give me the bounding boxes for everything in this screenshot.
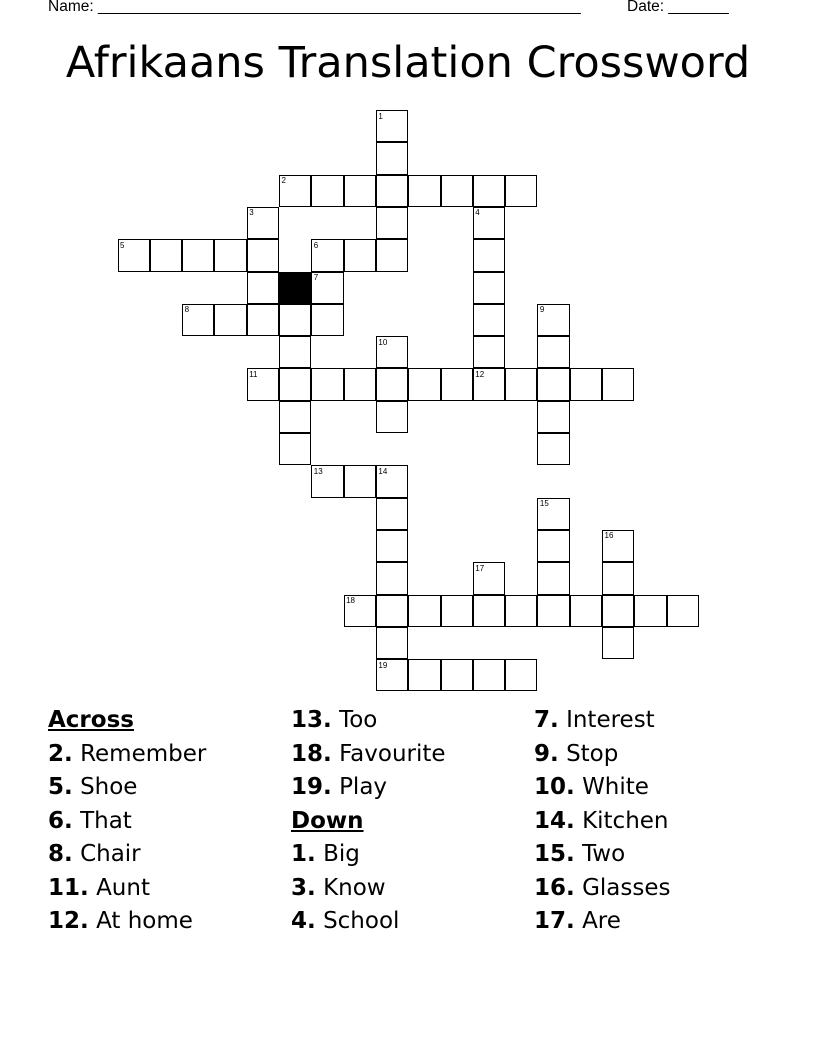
- clue-number-10: 10: [378, 337, 388, 347]
- grid-cell[interactable]: [537, 336, 569, 368]
- grid-cell[interactable]: [376, 142, 408, 174]
- grid-cell[interactable]: [570, 368, 602, 400]
- grid-cell[interactable]: [537, 595, 569, 627]
- grid-cell[interactable]: [473, 175, 505, 207]
- clue-number-18: 18: [346, 596, 355, 605]
- grid-cell[interactable]: [279, 304, 311, 336]
- clue-across-2: 2. Remember: [48, 740, 207, 767]
- grid-cell[interactable]: [247, 239, 279, 271]
- grid-cell[interactable]: [279, 433, 311, 465]
- grid-cell[interactable]: [344, 175, 376, 207]
- grid-cell[interactable]: [537, 401, 569, 433]
- clue-column-2: [291, 704, 446, 939]
- clue-number-2: 2: [281, 176, 286, 186]
- grid-cell[interactable]: [602, 368, 634, 400]
- grid-cell[interactable]: [311, 175, 343, 207]
- grid-cell[interactable]: [570, 595, 602, 627]
- grid-cell[interactable]: [408, 659, 440, 691]
- clue-number-4: 4: [475, 208, 480, 218]
- grid-cell[interactable]: [182, 239, 214, 271]
- clue-number-15: 15: [539, 499, 549, 509]
- down-heading: Down: [291, 807, 364, 834]
- clue-number-7: 7: [313, 273, 319, 282]
- clue-down-9: 9. Stop: [534, 740, 619, 767]
- grid-cell[interactable]: [602, 562, 634, 594]
- grid-cell[interactable]: [634, 595, 666, 627]
- grid-cell[interactable]: [537, 433, 569, 465]
- grid-cell[interactable]: [473, 272, 505, 304]
- grid-cell[interactable]: [311, 368, 343, 400]
- across-heading: Across: [48, 707, 134, 733]
- clue-number-13: 13: [313, 466, 323, 476]
- clue-across-18: 18. Favourite: [291, 740, 446, 767]
- clue-across-8: 8. Chair: [48, 841, 141, 867]
- grid-cell[interactable]: [473, 336, 505, 368]
- grid-cell[interactable]: [344, 465, 376, 497]
- grid-cell[interactable]: [408, 175, 440, 207]
- grid-cell[interactable]: [247, 304, 279, 336]
- grid-cell[interactable]: [473, 659, 505, 691]
- grid-cell[interactable]: [376, 498, 408, 530]
- grid-cell[interactable]: [376, 530, 408, 562]
- grid-cell[interactable]: [247, 272, 279, 304]
- name-field-label: Name: ________________________________________________________: [48, 0, 581, 15]
- grid-cell[interactable]: [150, 239, 182, 271]
- grid-cell[interactable]: [408, 595, 440, 627]
- grid-cell[interactable]: [537, 530, 569, 562]
- clue-down-3: 3. Know: [291, 874, 386, 901]
- grid-cell[interactable]: [311, 304, 343, 336]
- grid-cell[interactable]: [441, 368, 473, 400]
- grid-cell[interactable]: [279, 401, 311, 433]
- clue-down-16: 16. Glasses: [534, 874, 671, 901]
- clue-number-8: 8: [184, 305, 190, 315]
- clue-across-19: 19. Play: [291, 774, 388, 800]
- clue-across-11: 11. Aunt: [48, 874, 150, 901]
- grid-cell[interactable]: [505, 368, 537, 400]
- clue-number-16: 16: [604, 531, 614, 541]
- clue-down-7: 7. Interest: [534, 707, 655, 733]
- clue-down-17: 17. Are: [534, 908, 621, 934]
- clue-down-15: 15. Two: [534, 841, 626, 867]
- grid-cell[interactable]: [408, 368, 440, 400]
- grid-cell[interactable]: [473, 595, 505, 627]
- grid-cell[interactable]: [602, 627, 634, 659]
- grid-cell[interactable]: [441, 595, 473, 627]
- grid-cell-black: [279, 272, 311, 304]
- clue-number-1: 1: [378, 111, 383, 121]
- clue-number-5: 5: [120, 240, 125, 250]
- grid-cell[interactable]: [441, 659, 473, 691]
- grid-cell[interactable]: [376, 562, 408, 594]
- grid-cell[interactable]: [667, 595, 699, 627]
- clue-number-11: 11: [249, 369, 258, 379]
- page-title: Afrikaans Translation Crossword: [65, 38, 751, 88]
- clue-across-13: 13. Too: [291, 707, 378, 733]
- clue-down-1: 1. Big: [291, 841, 360, 867]
- clue-number-17: 17: [475, 563, 485, 573]
- grid-cell[interactable]: [279, 336, 311, 368]
- grid-cell[interactable]: [505, 595, 537, 627]
- grid-cell[interactable]: [344, 368, 376, 400]
- grid-cell[interactable]: [214, 304, 246, 336]
- grid-cell[interactable]: [473, 304, 505, 336]
- clue-column-1: [48, 704, 206, 939]
- grid-cell[interactable]: [214, 239, 246, 271]
- grid-cell[interactable]: [376, 239, 408, 271]
- clue-number-12: 12: [475, 369, 485, 379]
- clue-across-12: 12. At home: [48, 908, 193, 934]
- clue-number-19: 19: [378, 660, 388, 670]
- clue-number-9: 9: [539, 305, 545, 315]
- grid-cell[interactable]: [602, 595, 634, 627]
- grid-cell[interactable]: [473, 239, 505, 271]
- clue-down-10: 10. White: [534, 774, 649, 800]
- grid-cell[interactable]: [376, 175, 408, 207]
- grid-cell[interactable]: [344, 239, 376, 271]
- grid-cell[interactable]: [376, 595, 408, 627]
- grid-cell[interactable]: [537, 368, 569, 400]
- clue-number-6: 6: [313, 240, 319, 250]
- grid-cell[interactable]: [376, 627, 408, 659]
- clue-across-5: 5. Shoe: [48, 774, 138, 800]
- clue-column-3: [534, 704, 670, 939]
- grid-cell[interactable]: [505, 175, 537, 207]
- grid-cell[interactable]: [376, 207, 408, 239]
- grid-cell[interactable]: [279, 368, 311, 400]
- grid-cell[interactable]: [537, 562, 569, 594]
- grid-cell[interactable]: [376, 401, 408, 433]
- clue-number-14: 14: [378, 466, 388, 476]
- clue-number-3: 3: [249, 208, 254, 218]
- clue-down-4: 4. School: [291, 908, 400, 934]
- grid-cell[interactable]: [505, 659, 537, 691]
- grid-cell[interactable]: [441, 175, 473, 207]
- date-field-label: Date: _______: [627, 0, 729, 15]
- clue-across-6: 6. That: [48, 807, 132, 834]
- grid-cell[interactable]: [376, 368, 408, 400]
- clue-down-14: 14. Kitchen: [534, 807, 669, 834]
